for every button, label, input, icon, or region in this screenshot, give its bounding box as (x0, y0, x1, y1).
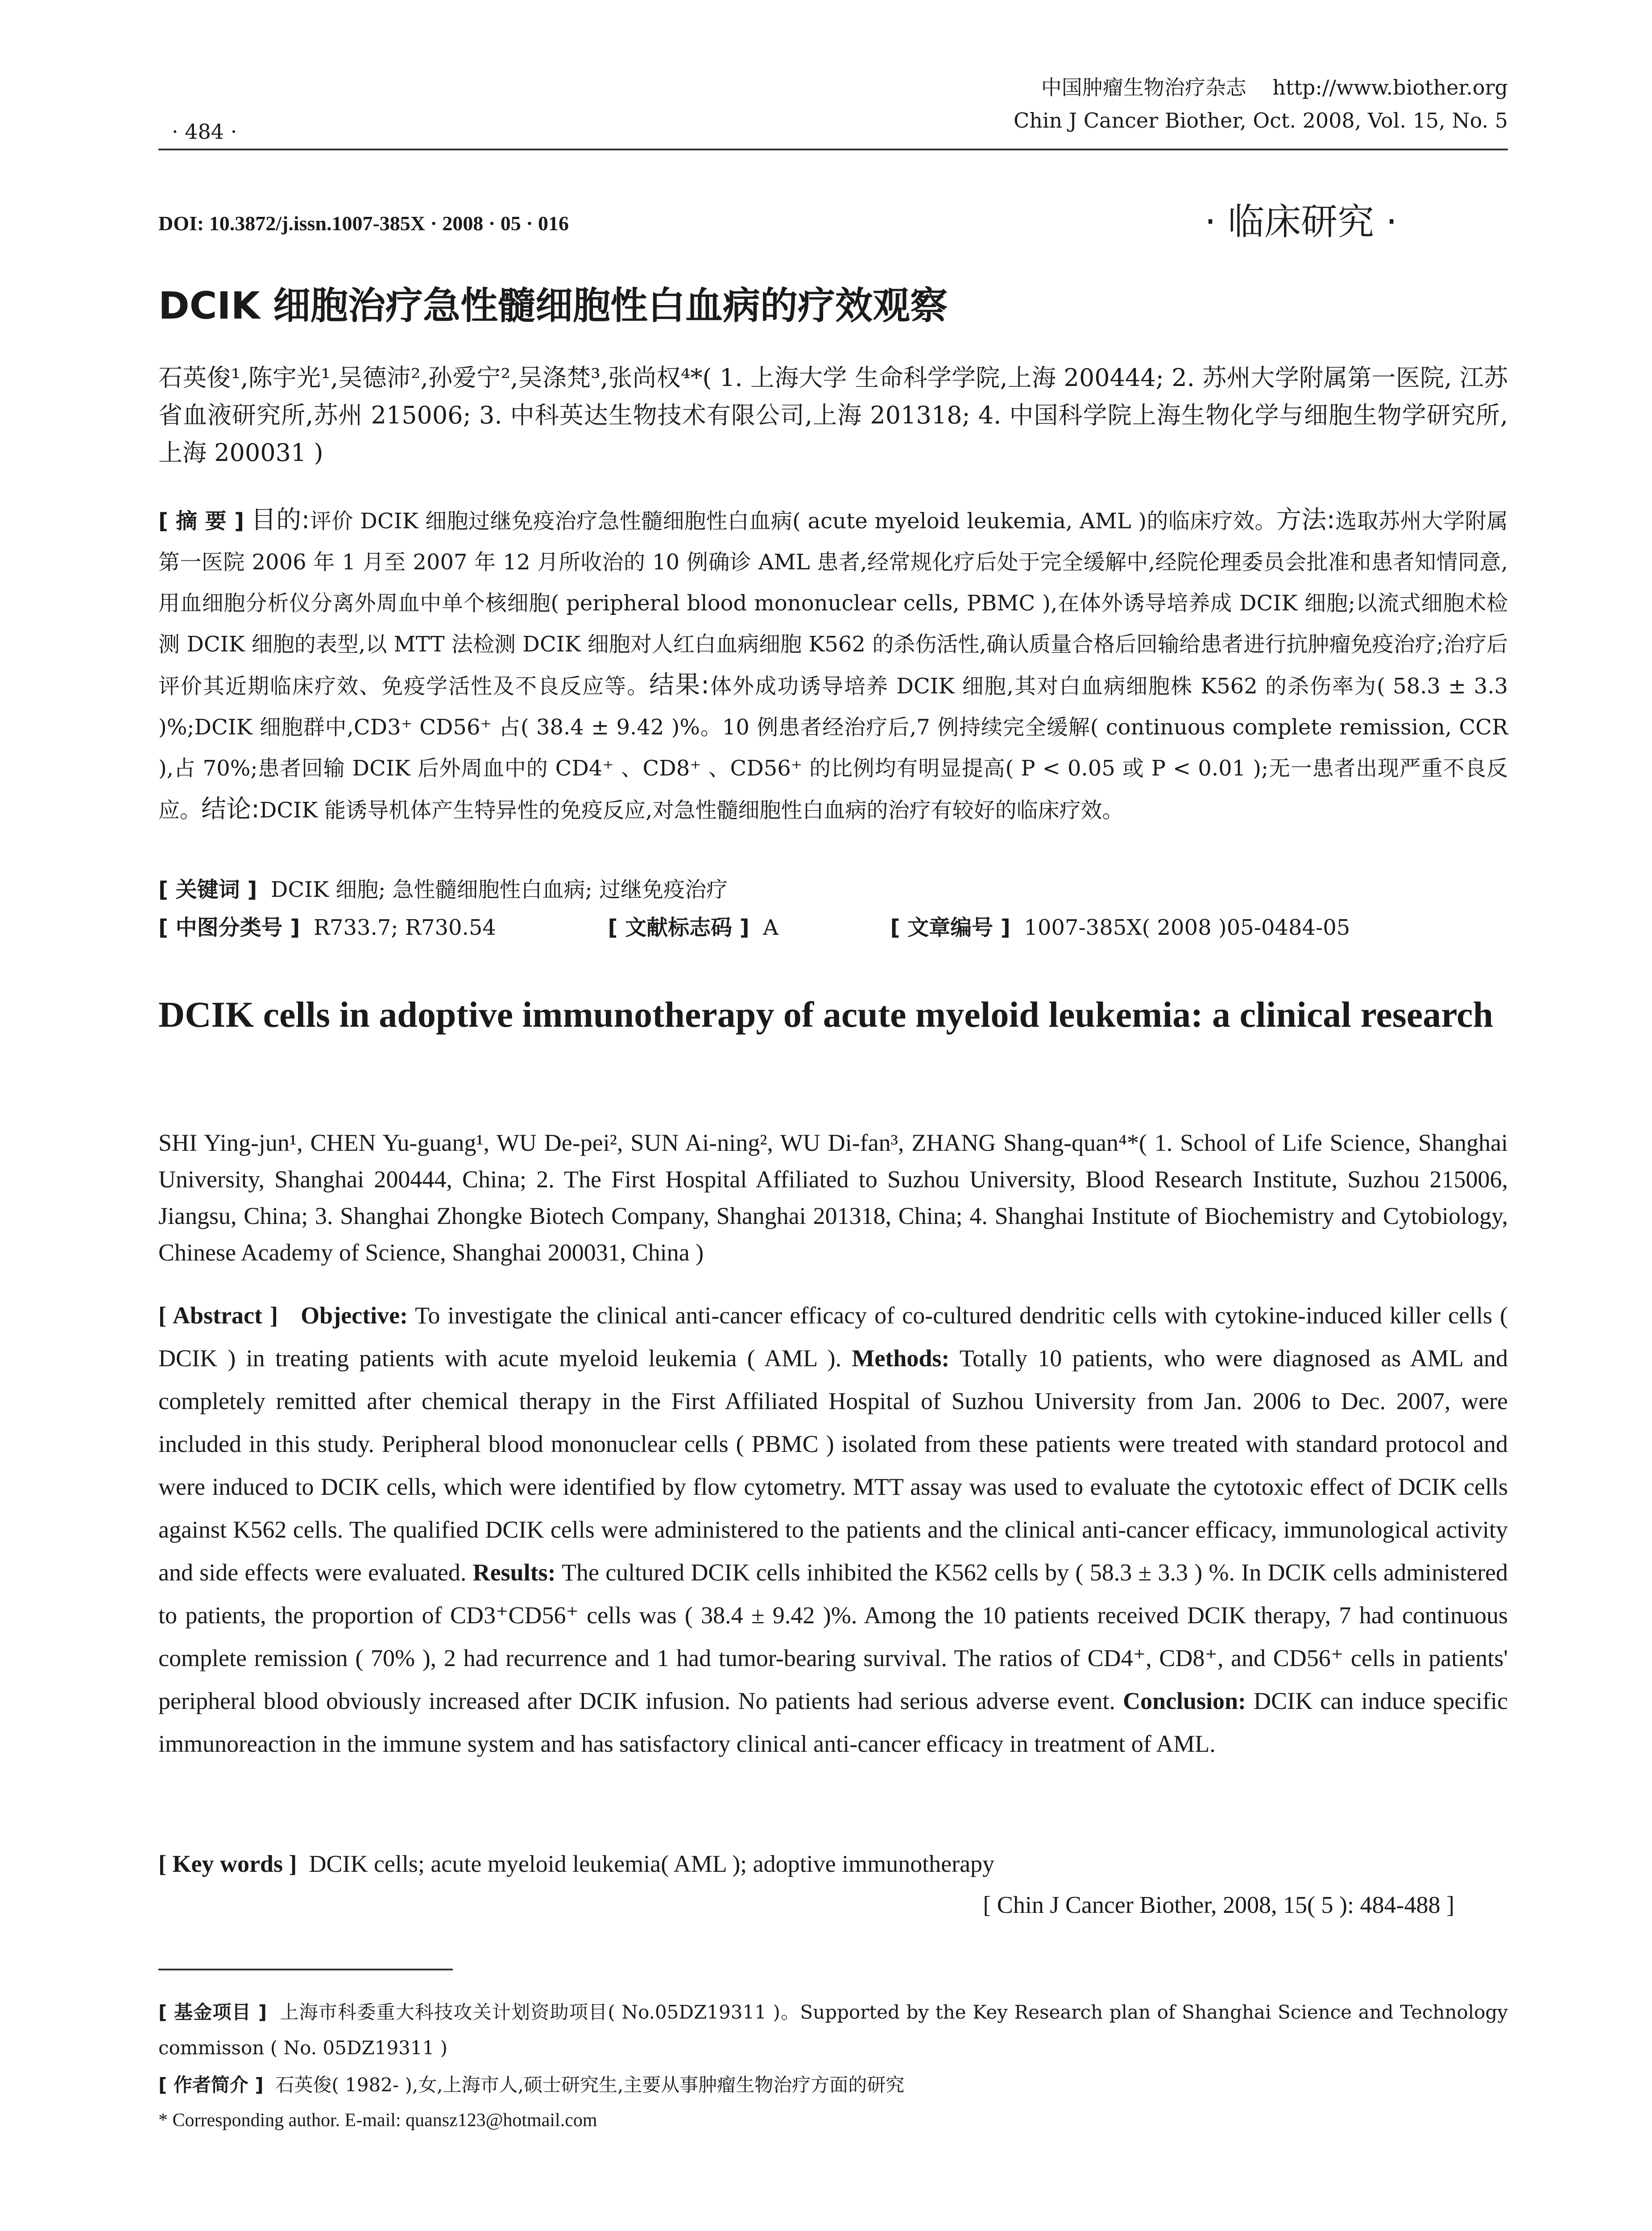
conclusion-en: DCIK can induce specific immunoreaction in the immune system and has satisfactory clinical anti-cancer efficacy in treatment of AML. (158, 1688, 1508, 1757)
keywords-en-text: DCIK cells; acute myeloid leukemia( AML ); adoptive immunotherapy (309, 1850, 995, 1877)
abstract-cn (158, 500, 1508, 831)
authors-cn: 石英俊¹,陈宇光¹,吴德沛²,孙爱宁²,吴涤梵³,张尚权⁴*( 1. 上海大学 生命科学学院,上海 200444; 2. 苏州大学附属第一医院, 江苏省血液研究所,苏州 215006; 3. 中科英达生物技术有限公司,上海 201318; 4. 中国科学院上海生物化学与细胞生物学研究所,上海 200031 ) (158, 364, 1508, 467)
abstract-en-label: [ Abstract ] (158, 1302, 278, 1329)
keywords-cn-text: DCIK 细胞; 急性髓细胞性白血病; 过继免疫治疗 (270, 877, 728, 902)
results-cn-label: 结果: (649, 671, 710, 700)
classification-line (158, 910, 1508, 941)
title-en: DCIK cells in adoptive immunotherapy of acute myeloid leukemia: a clinical research (158, 994, 1493, 1035)
doi: DOI: 10.3872/j.issn.1007-385X · 2008 · 05 · 016 (158, 212, 569, 235)
results-cn: 体外成功诱导培养 DCIK 细胞,其对白血病细胞株 K562 的杀伤率为( 58.3 ± 3.3 )%;DCIK 细胞群中,CD3⁺ CD56⁺ 占( 38.4 ± 9.42 )%。10 例患者经治疗后,7 例持续完全缓解( continuous complete remission, CCR ),占 70%;患者回输 DCIK 后外周血中的 CD4⁺ 、CD8⁺ 、CD56⁺ 的比例均有明显提高( P < 0.05 或 P < 0.01 );无一患者出现严重不良反应。 (158, 674, 1508, 823)
citation-en: [ Chin J Cancer Biother, 2008, 15( 5 ): 484-488 ] (983, 1891, 1454, 1918)
header-rule (158, 149, 1508, 150)
methods-cn: 选取苏州大学附属第一医院 2006 年 1 月至 2007 年 12 月所收治的 10 例确诊 AML 患者,经常规化疗后处于完全缓解中,经院伦理委员会批准和患者知情同意,用血细胞分析仪分离外周血中单个核细胞( peripheral blood mononuclear cells, PBMC ),在体外诱导培养成 DCIK 细胞;以流式细胞术检测 DCIK 细胞的表型,以 MTT 法检测 DCIK 细胞对人红白血病细胞 K562 的杀伤活性,确认质量合格后回输给患者进行抗肿瘤免疫治疗;治疗后评价其近期临床疗效、免疫学活性及不良反应等。 (158, 509, 1508, 699)
conclusion-en-label: Conclusion: (1122, 1688, 1246, 1714)
results-en-label: Results: (472, 1559, 556, 1586)
bio-text: 石英俊( 1982- ),女,上海市人,硕士研究生,主要从事肿瘤生物治疗方面的研究 (275, 2074, 905, 2096)
authors-en: SHI Ying-jun¹, CHEN Yu-guang¹, WU De-pei², SUN Ai-ning², WU Di-fan³, ZHANG Shang-quan⁴*( 1. School of Life Science, Shanghai University, Shanghai 200444, China; 2. The First Hospital Affiliated to Suzhou University, Blood Research Institute, Suzhou 215006, Jiangsu, China; 3. Shanghai Zhongke Biotech Company, Shanghai 201318, China; 4. Shanghai Institute of Biochemistry and Cytobiology, Chinese Academy of Science, Shanghai 200031, China ) (158, 1129, 1508, 1266)
journal-name-cn: 中国肿瘤生物治疗杂志 (1041, 75, 1246, 100)
footnote-rule (158, 1969, 453, 1970)
keywords-cn-label: [ 关键词 ] (158, 877, 257, 902)
methods-en: Totally 10 patients, who were diagnosed as AML and completely remitted after chemical therapy in the First Affiliated Hospital of Suzhou University from Jan. 2006 to Dec. 2007, were included in this study. Peripheral blood mononuclear cells ( PBMC ) isolated from these patients were treated with standard protocol and were induced to DCIK cells, which were identified by flow cytometry. MTT assay was used to evaluate the cytotoxic effect of DCIK cells against K562 cells. The qualified DCIK cells were administered to the patients and the clinical anti-cancer efficacy, immunological activity and side effects were evaluated. (158, 1345, 1508, 1586)
objective-en-label: Objective: (301, 1302, 408, 1329)
bio-label: [ 作者简介 ] (158, 2074, 264, 2096)
article-no-label: [ 文章编号 ] (890, 915, 1010, 940)
title-cn: DCIK 细胞治疗急性髓细胞性白血病的疗效观察 (158, 284, 948, 328)
journal-url[interactable]: http://www.biother.org (1272, 75, 1508, 100)
clc-value: R733.7; R730.54 (313, 915, 496, 940)
article-no-value: 1007-385X( 2008 )05-0484-05 (1024, 915, 1350, 940)
fund-footnote (158, 1995, 1508, 2066)
keywords-cn (158, 872, 1508, 903)
results-en: The cultured DCIK cells inhibited the K562 cells by ( 58.3 ± 3.3 ) %. In DCIK cells administered to patients, the proportion of CD3⁺CD56⁺ cells was ( 38.4 ± 9.42 )%. Among the 10 patients received DCIK therapy, 7 had continuous complete remission ( 70% ), 2 had recurrence and 1 had tumor-bearing survival. The ratios of CD4⁺, CD8⁺, and CD56⁺ cells in patients' peripheral blood obviously increased after DCIK infusion. No patients had serious adverse event. (158, 1559, 1508, 1714)
fund-text: 上海市科委重大科技攻关计划资助项目( No.05DZ19311 )。Supported by the Key Research plan of Shanghai Science and Technology commisson ( No. 05DZ19311 ) (158, 2001, 1508, 2059)
fund-label: [ 基金项目 ] (158, 2001, 267, 2023)
clc-label: [ 中图分类号 ] (158, 915, 300, 940)
journal-header (973, 71, 1508, 101)
abstract-en (158, 1294, 1508, 1765)
corresponding-author: * Corresponding author. E-mail: quansz123@hotmail.com (158, 2110, 597, 2131)
page-number: · 484 · (172, 120, 237, 144)
conclusion-cn: DCIK 能诱导机体产生特异性的免疫反应,对急性髓细胞性白血病的治疗有较好的临床疗效。 (259, 798, 1124, 823)
objective-en: To investigate the clinical anti-cancer efficacy of co-cultured dendritic cells with cytokine-induced killer cells ( DCIK ) in treating patients with acute myeloid leukemia ( AML ). (158, 1302, 1508, 1372)
abstract-cn-label: [ 摘 要 ] (158, 509, 244, 534)
keywords-en-label: [ Key words ] (158, 1850, 297, 1877)
conclusion-cn-label: 结论: (201, 795, 260, 824)
doc-code-label: [ 文献标志码 ] (608, 915, 749, 940)
journal-citation: Chin J Cancer Biother, Oct. 2008, Vol. 15, No. 5 (1014, 108, 1508, 133)
doc-code-value: A (763, 915, 778, 940)
keywords-en (158, 1850, 994, 1878)
methods-cn-label: 方法: (1276, 506, 1335, 535)
section-tag: · 临床研究 · (1205, 201, 1398, 243)
objective-cn: 评价 DCIK 细胞过继免疫治疗急性髓细胞性白血病( acute myeloid leukemia, AML )的临床疗效。 (310, 509, 1276, 534)
author-bio (158, 2070, 904, 2097)
objective-cn-label: 目的: (251, 506, 310, 535)
methods-en-label: Methods: (852, 1345, 950, 1372)
